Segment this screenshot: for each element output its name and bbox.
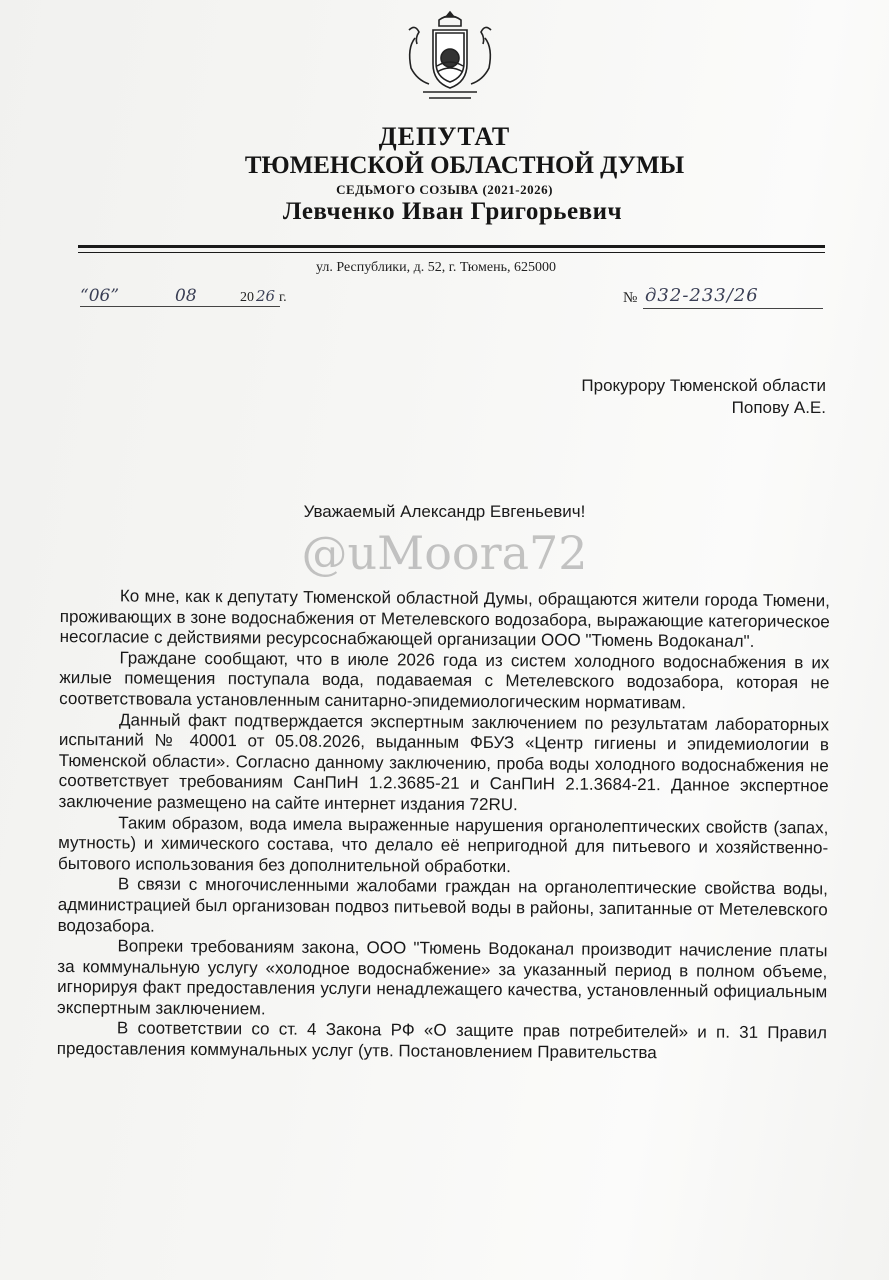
date-suffix: г.: [279, 290, 287, 305]
date-day: “06”: [80, 286, 120, 306]
addressee-line1: Прокурору Тюменской области: [581, 376, 826, 395]
letterhead-convocation: СЕДЬМОГО СОЗЫВА (2021-2026): [336, 182, 553, 197]
addressee-line2: Попову А.Е.: [731, 398, 826, 417]
watermark: @uMoora72: [301, 526, 588, 580]
addressee-block: [581, 375, 826, 419]
body-paragraph: Ко мне, как к депутату Тюменской областной Думы, обращаются жители города Тюмени, проживающих в зоне водоснабжения от Метелевского водозабора, выражающие категорическое несогласие с действиями ресурсоснабжающей организации ООО "Тюмень Водоканал".: [59, 586, 830, 652]
coat-of-arms-emblem: [395, 8, 505, 108]
letterhead-rule-thick: [78, 245, 825, 248]
letterhead-title: ДЕПУТАТ: [378, 122, 511, 151]
body-paragraph: В соответствии со ст. 4 Закона РФ «О защите прав потребителей» и п. 31 Правил предоставления коммунальных услуг (утв. Постановлением Правительства: [56, 1018, 827, 1063]
date-year-prefix: 20: [240, 290, 254, 305]
body-paragraph: Граждане сообщают, что в июле 2026 года из систем холодного водоснабжения в их жилые помещения поступала вода, подаваемая с Метелевского водозабора, которая не соответствовала установленным санитарно-эпидемиологическим нормативам.: [59, 648, 830, 713]
letterhead-organization: ТЮМЕНСКОЙ ОБЛАСТНОЙ ДУМЫ: [244, 152, 685, 179]
date-underline: [80, 306, 280, 307]
body-paragraph: Вопреки требованиям закона, ООО "Тюмень Водоканал производит начисление платы за коммунальную услугу «холодное водоснабжение» за указанный период в полном объеме, игнорируя факт предоставления услуги ненадлежащего качества, установленный официальным экспертным заключением.: [56, 936, 828, 1019]
body-paragraph: Таким образом, вода имела выраженные нарушения органолептических свойств (запах, мутность) и химического состава, что делало её непригодной для питьевого и хозяйственно-бытового использования без дополнительной обработки.: [57, 812, 829, 876]
letter-body: [57, 586, 830, 1065]
date-field: [80, 286, 300, 310]
reference-number: д32-233/26: [645, 285, 759, 306]
letterhead-address: ул. Республики, д. 52, г. Тюмень, 625000: [316, 260, 556, 275]
body-paragraph: В связи с многочисленными жалобами граждан на органолептические свойства воды, администрацией был организован подвоз питьевой воды в районы, запитанные от Метелевского водозабора.: [57, 874, 828, 936]
body-paragraph: Данный факт подтверждается экспертным заключением по результатам лабораторных испытаний № 40001 от 05.08.2026, выданным ФБУЗ «Центр гигиены и эпидемиологии в Тюменской области». Согласно данному заключению, проба воды холодного водоснабжения не соответствует требованиям СанПиН 1.2.3685-21 и СанПиН 2.1.3684-21. Данное экспертное заключение размещено на сайте интернет издания 72RU.: [58, 709, 830, 815]
date-year-handwritten: 26: [256, 287, 276, 305]
salutation: Уважаемый Александр Евгеньевич!: [303, 502, 586, 521]
reference-prefix: №: [623, 290, 638, 306]
letterhead-rule-thin: [78, 252, 825, 253]
reference-number-field: [623, 285, 823, 312]
letterhead-name: Левченко Иван Григорьевич: [282, 198, 623, 225]
date-month: 08: [175, 286, 197, 306]
reference-underline: [643, 308, 823, 309]
